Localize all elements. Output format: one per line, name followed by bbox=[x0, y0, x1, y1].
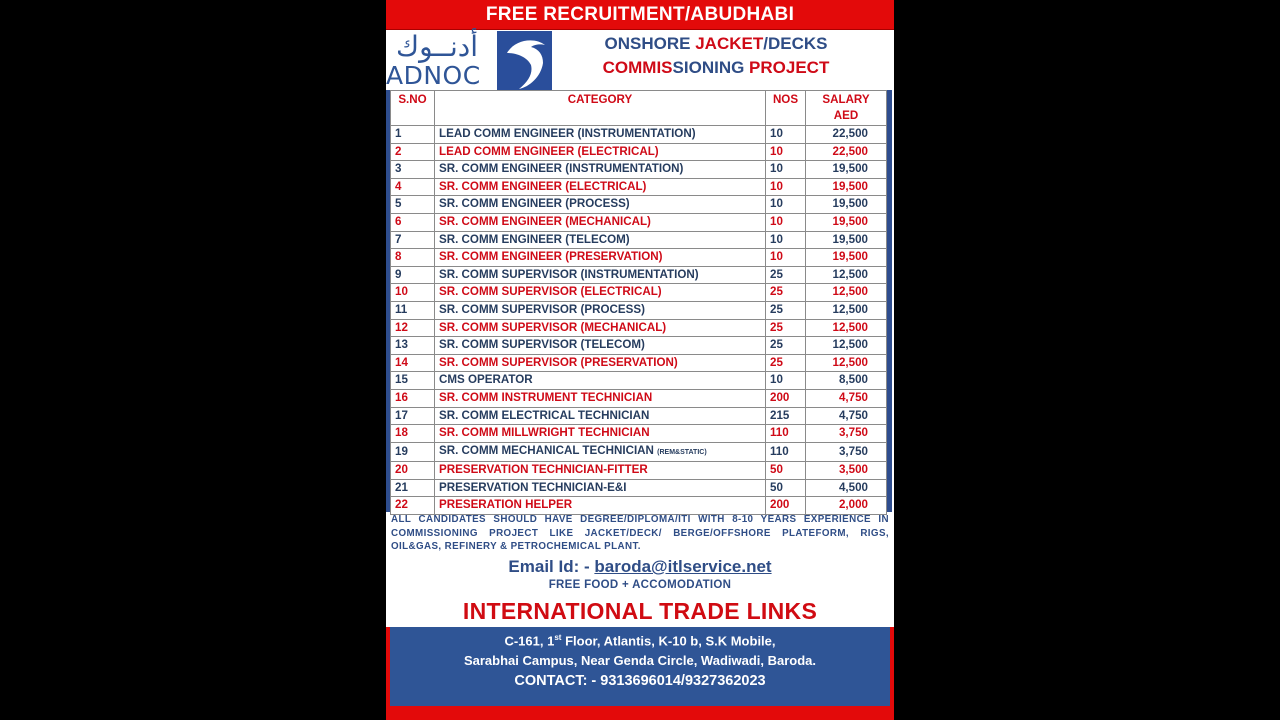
header-salary: SALARY AED bbox=[806, 91, 887, 126]
cell-salary: 3,750 bbox=[806, 425, 887, 443]
cell-salary: 12,500 bbox=[806, 319, 887, 337]
table-row bbox=[391, 301, 887, 319]
contact-numbers: CONTACT: - 9313696014/9327362023 bbox=[514, 673, 766, 690]
cell-nos: 25 bbox=[766, 337, 806, 355]
cell-category: CMS OPERATOR bbox=[435, 372, 766, 390]
cell-salary: 12,500 bbox=[806, 284, 887, 302]
cell-salary: 3,750 bbox=[806, 442, 887, 462]
vacancy-table-container bbox=[386, 90, 892, 512]
table-row bbox=[391, 372, 887, 390]
cell-category: PRESERATION HELPER bbox=[435, 497, 766, 515]
cell-salary: 19,500 bbox=[806, 213, 887, 231]
cell-category: SR. COMM SUPERVISOR (MECHANICAL) bbox=[435, 319, 766, 337]
title-word: PROJECT bbox=[749, 58, 830, 77]
title-word: ONSHORE bbox=[604, 34, 696, 53]
cell-nos: 50 bbox=[766, 479, 806, 497]
cell-nos: 10 bbox=[766, 213, 806, 231]
table-row bbox=[391, 407, 887, 425]
cell-nos: 25 bbox=[766, 319, 806, 337]
table-header-row bbox=[391, 91, 887, 126]
cell-category: LEAD COMM ENGINEER (INSTRUMENTATION) bbox=[435, 126, 766, 144]
cell-nos: 10 bbox=[766, 143, 806, 161]
cell-salary: 12,500 bbox=[806, 337, 887, 355]
title-word: SIONING bbox=[672, 58, 750, 77]
cell-category: PRESERVATION TECHNICIAN-FITTER bbox=[435, 462, 766, 480]
cell-salary: 12,500 bbox=[806, 354, 887, 372]
cell-sno: 4 bbox=[391, 178, 435, 196]
table-row bbox=[391, 337, 887, 355]
table-row bbox=[391, 196, 887, 214]
cell-sno: 16 bbox=[391, 389, 435, 407]
requirements-text: ALL CANDIDATES SHOULD HAVE DEGREE/DIPLOMA/ITI WITH 8-10 YEARS EXPERIENCE IN COMMISSIONING PROJECT LIKE JACKET/DECK/ BERGE/OFFSHORE PLATEFORM, RIGS, OIL&GAS, REFINERY & PETROCHEMICAL PLANT. bbox=[391, 514, 889, 552]
top-banner: FREE RECRUITMENT/ABUDHABI bbox=[386, 0, 894, 30]
cell-salary: 19,500 bbox=[806, 178, 887, 196]
cell-category: SR. COMM ENGINEER (ELECTRICAL) bbox=[435, 178, 766, 196]
cell-sno: 5 bbox=[391, 196, 435, 214]
cell-sno: 3 bbox=[391, 161, 435, 179]
address-line-2: Sarabhai Campus, Near Genda Circle, Wadiwadi, Baroda. bbox=[463, 653, 817, 669]
cell-nos: 10 bbox=[766, 249, 806, 267]
cell-salary: 22,500 bbox=[806, 143, 887, 161]
cell-salary: 12,500 bbox=[806, 266, 887, 284]
cell-nos: 215 bbox=[766, 407, 806, 425]
header-sno: S.NO bbox=[391, 91, 435, 126]
cell-nos: 10 bbox=[766, 196, 806, 214]
cell-sno: 10 bbox=[391, 284, 435, 302]
table-row bbox=[391, 126, 887, 144]
category-text: SR. COMM MECHANICAL TECHNICIAN bbox=[439, 443, 654, 457]
cell-sno: 7 bbox=[391, 231, 435, 249]
cell-nos: 50 bbox=[766, 462, 806, 480]
email-line bbox=[386, 556, 894, 578]
cell-salary: 12,500 bbox=[806, 301, 887, 319]
cell-sno: 8 bbox=[391, 249, 435, 267]
cell-sno: 21 bbox=[391, 479, 435, 497]
cell-salary: 4,750 bbox=[806, 389, 887, 407]
title-word: /DECKS bbox=[763, 34, 828, 53]
cell-sno: 2 bbox=[391, 143, 435, 161]
cell-nos: 10 bbox=[766, 231, 806, 249]
cell-nos: 25 bbox=[766, 354, 806, 372]
cell-nos: 10 bbox=[766, 372, 806, 390]
table-row bbox=[391, 319, 887, 337]
footer-contact-panel bbox=[390, 627, 890, 706]
cell-category: LEAD COMM ENGINEER (ELECTRICAL) bbox=[435, 143, 766, 161]
table-row bbox=[391, 161, 887, 179]
cell-category: SR. COMM INSTRUMENT TECHNICIAN bbox=[435, 389, 766, 407]
cell-category: SR. COMM SUPERVISOR (INSTRUMENTATION) bbox=[435, 266, 766, 284]
adnoc-logo-text: ADNOC bbox=[386, 61, 481, 90]
email-label: Email Id: - bbox=[508, 557, 595, 576]
cell-category: SR. COMM SUPERVISOR (TELECOM) bbox=[435, 337, 766, 355]
cell-nos: 200 bbox=[766, 389, 806, 407]
header-category: CATEGORY bbox=[435, 91, 766, 126]
project-title-line2 bbox=[566, 56, 866, 80]
cell-category: PRESERVATION TECHNICIAN-E&I bbox=[435, 479, 766, 497]
adnoc-falcon-icon bbox=[497, 31, 552, 90]
cell-nos: 10 bbox=[766, 178, 806, 196]
address-line-1 bbox=[390, 628, 890, 651]
cell-category: SR. COMM ENGINEER (TELECOM) bbox=[435, 231, 766, 249]
cell-salary: 19,500 bbox=[806, 231, 887, 249]
address-part: Floor, Atlantis, K-10 b, S.K Mobile, bbox=[561, 633, 776, 649]
cell-nos: 110 bbox=[766, 442, 806, 462]
table-row bbox=[391, 442, 887, 462]
vacancy-table bbox=[390, 90, 887, 515]
table-row bbox=[391, 425, 887, 443]
cell-sno: 18 bbox=[391, 425, 435, 443]
cell-sno: 11 bbox=[391, 301, 435, 319]
cell-sno: 12 bbox=[391, 319, 435, 337]
cell-nos: 25 bbox=[766, 266, 806, 284]
table-row bbox=[391, 143, 887, 161]
cell-sno: 14 bbox=[391, 354, 435, 372]
table-row bbox=[391, 462, 887, 480]
address-part: C-161, 1 bbox=[504, 633, 555, 649]
cell-salary: 19,500 bbox=[806, 249, 887, 267]
table-row bbox=[391, 389, 887, 407]
project-title bbox=[566, 32, 866, 80]
cell-nos: 10 bbox=[766, 161, 806, 179]
cell-salary: 2,000 bbox=[806, 497, 887, 515]
table-row bbox=[391, 497, 887, 515]
header-nos: NOS bbox=[766, 91, 806, 126]
category-note: (REM&STATIC) bbox=[657, 448, 707, 456]
cell-category: SR. COMM MILLWRIGHT TECHNICIAN bbox=[435, 425, 766, 443]
title-word: JACKET bbox=[695, 34, 764, 53]
cell-category: SR. COMM ENGINEER (INSTRUMENTATION) bbox=[435, 161, 766, 179]
cell-sno: 20 bbox=[391, 462, 435, 480]
cell-category: SR. COMM SUPERVISOR (PROCESS) bbox=[435, 301, 766, 319]
title-word: COMMIS bbox=[602, 58, 673, 77]
adnoc-arabic-logo-text: أدنــوك bbox=[396, 30, 478, 63]
cell-salary: 3,500 bbox=[806, 462, 887, 480]
cell-category: SR. COMM SUPERVISOR (ELECTRICAL) bbox=[435, 284, 766, 302]
table-row bbox=[391, 213, 887, 231]
table-row bbox=[391, 249, 887, 267]
cell-category: SR. COMM SUPERVISOR (PRESERVATION) bbox=[435, 354, 766, 372]
cell-sno: 13 bbox=[391, 337, 435, 355]
cell-salary: 19,500 bbox=[806, 196, 887, 214]
cell-nos: 110 bbox=[766, 425, 806, 443]
address-superscript: st bbox=[554, 633, 562, 642]
table-row bbox=[391, 479, 887, 497]
table-row bbox=[391, 178, 887, 196]
cell-sno: 1 bbox=[391, 126, 435, 144]
cell-nos: 10 bbox=[766, 126, 806, 144]
cell-nos: 25 bbox=[766, 301, 806, 319]
project-title-line1 bbox=[566, 32, 866, 56]
cell-sno: 19 bbox=[391, 442, 435, 462]
cell-salary: 19,500 bbox=[806, 161, 887, 179]
cell-salary: 4,750 bbox=[806, 407, 887, 425]
cell-salary: 4,500 bbox=[806, 479, 887, 497]
table-row bbox=[391, 231, 887, 249]
table-row bbox=[391, 354, 887, 372]
cell-category: SR. COMM ENGINEER (PRESERVATION) bbox=[435, 249, 766, 267]
cell-category: SR. COMM ELECTRICAL TECHNICIAN bbox=[435, 407, 766, 425]
company-name: INTERNATIONAL TRADE LINKS bbox=[462, 598, 818, 624]
cell-category: SR. COMM ENGINEER (MECHANICAL) bbox=[435, 213, 766, 231]
header-area bbox=[386, 30, 894, 90]
cell-salary: 22,500 bbox=[806, 126, 887, 144]
cell-nos: 200 bbox=[766, 497, 806, 515]
cell-nos: 25 bbox=[766, 284, 806, 302]
cell-salary: 8,500 bbox=[806, 372, 887, 390]
cell-category bbox=[435, 442, 766, 462]
cell-sno: 22 bbox=[391, 497, 435, 515]
cell-category: SR. COMM ENGINEER (PROCESS) bbox=[435, 196, 766, 214]
table-row bbox=[391, 266, 887, 284]
email-link[interactable]: baroda@itlservice.net bbox=[594, 557, 772, 576]
cell-sno: 9 bbox=[391, 266, 435, 284]
table-row bbox=[391, 284, 887, 302]
cell-sno: 6 bbox=[391, 213, 435, 231]
cell-sno: 17 bbox=[391, 407, 435, 425]
perks-text: FREE FOOD + ACCOMODATION bbox=[548, 579, 732, 591]
cell-sno: 15 bbox=[391, 372, 435, 390]
recruitment-poster bbox=[386, 0, 894, 720]
